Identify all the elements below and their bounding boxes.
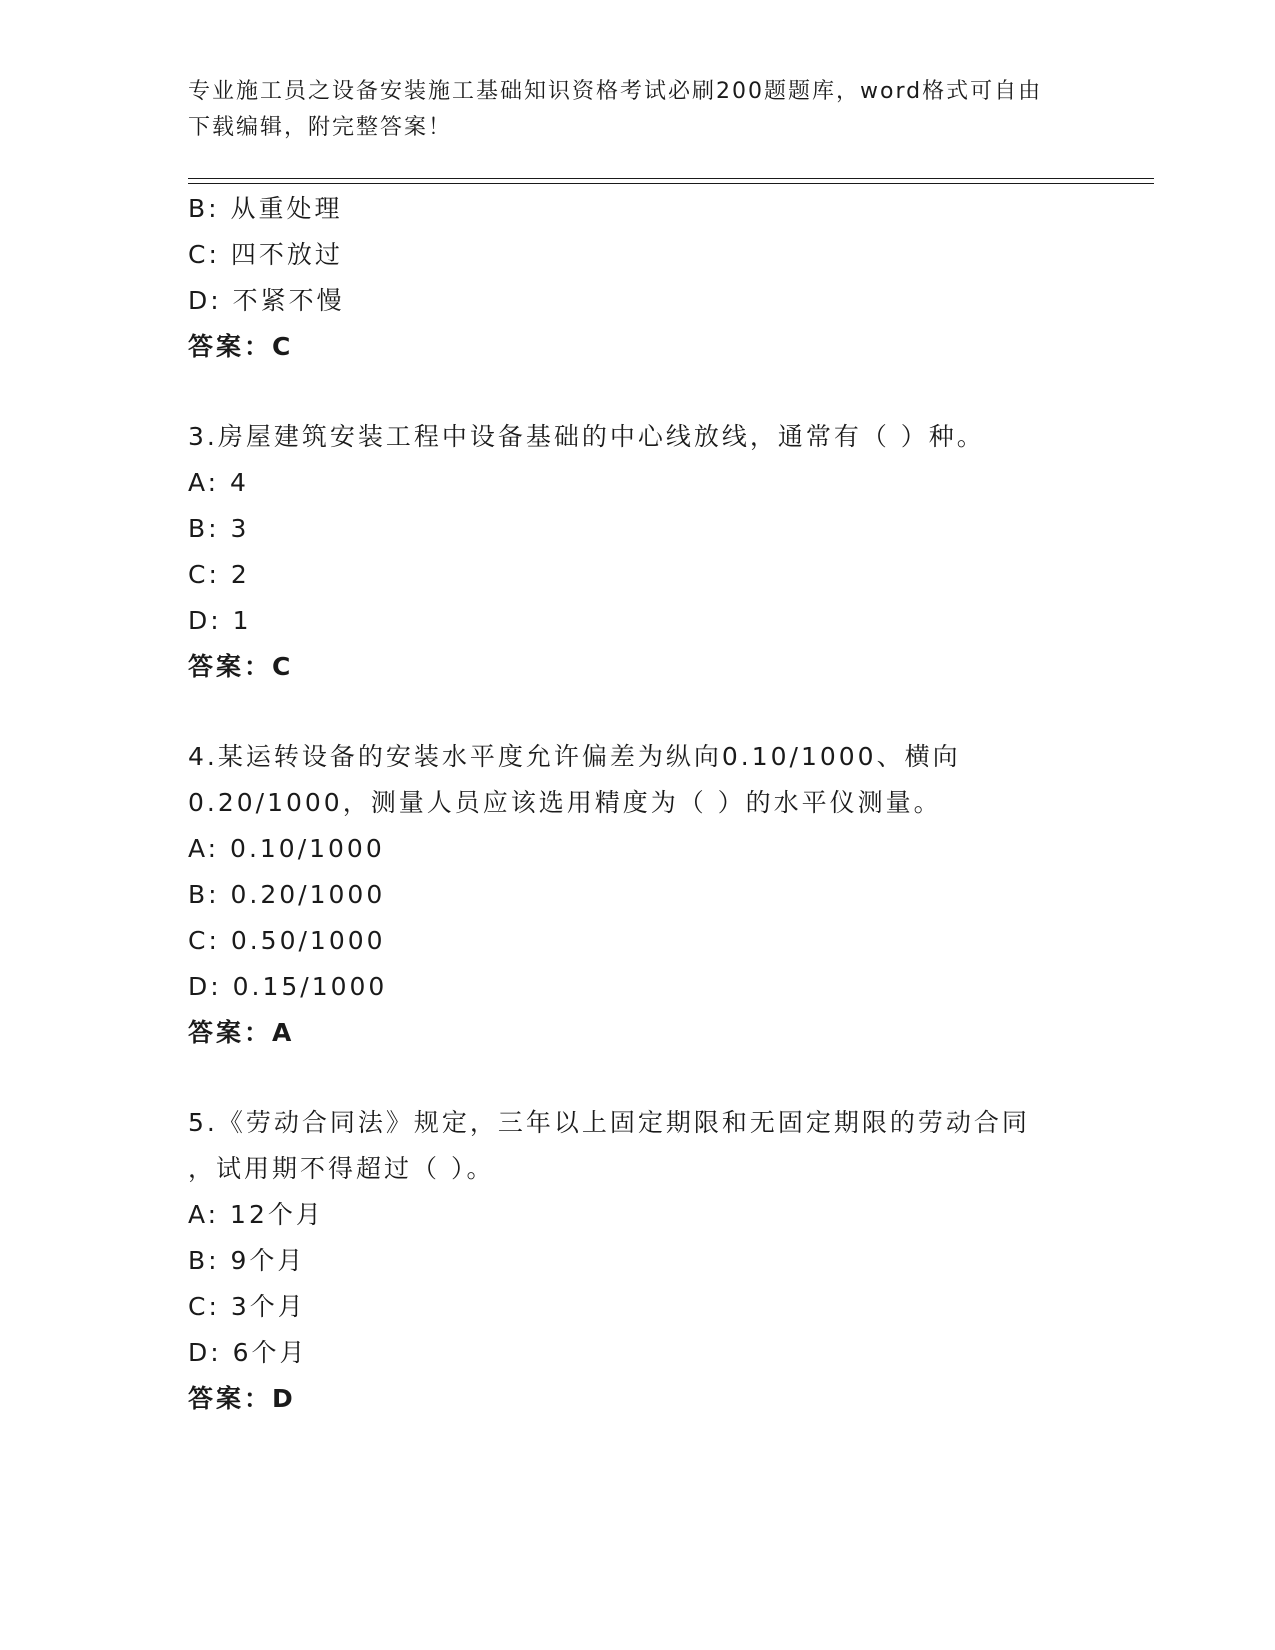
question-block-2 bbox=[188, 186, 1148, 370]
question-text-line-2: 0.20/1000，测量人员应该选用精度为（ ）的水平仪测量。 bbox=[188, 788, 942, 817]
option-c: C: 四不放过 bbox=[188, 240, 343, 269]
answer-line: 答案：C bbox=[188, 332, 294, 361]
answer-line: 答案：C bbox=[188, 652, 294, 681]
header-divider-top bbox=[188, 178, 1154, 179]
header-line-2: 下载编辑，附完整答案！ bbox=[188, 115, 453, 140]
option-d: D: 0.15/1000 bbox=[188, 972, 388, 1001]
option-b: B: 0.20/1000 bbox=[188, 880, 386, 909]
option-b: B: 3 bbox=[188, 514, 250, 543]
option-d: D: 6个月 bbox=[188, 1338, 308, 1367]
option-d: D: 1 bbox=[188, 606, 252, 635]
option-b: B: 从重处理 bbox=[188, 194, 343, 223]
option-c: C: 0.50/1000 bbox=[188, 926, 386, 955]
option-a: A: 12个月 bbox=[188, 1200, 324, 1229]
document-header bbox=[188, 74, 1088, 146]
answer-line: 答案：A bbox=[188, 1018, 295, 1047]
option-a: A: 4 bbox=[188, 468, 249, 497]
block-spacer bbox=[188, 1056, 1148, 1100]
option-c: C: 3个月 bbox=[188, 1292, 306, 1321]
option-b: B: 9个月 bbox=[188, 1246, 306, 1275]
option-a: A: 0.10/1000 bbox=[188, 834, 385, 863]
question-list bbox=[188, 186, 1148, 1422]
option-c: C: 2 bbox=[188, 560, 250, 589]
question-text-line-1: 5.《劳动合同法》规定，三年以上固定期限和无固定期限的劳动合同 bbox=[188, 1108, 1030, 1137]
header-line-1: 专业施工员之设备安装施工基础知识资格考试必刷200题题库，word格式可自由 bbox=[188, 79, 1043, 104]
question-block-3 bbox=[188, 414, 1148, 690]
option-d: D: 不紧不慢 bbox=[188, 286, 345, 315]
question-block-4 bbox=[188, 734, 1148, 1056]
question-block-5 bbox=[188, 1100, 1148, 1422]
block-spacer bbox=[188, 690, 1148, 734]
question-text-line-1: 4.某运转设备的安装水平度允许偏差为纵向0.10/1000、横向 bbox=[188, 742, 961, 771]
block-spacer bbox=[188, 370, 1148, 414]
answer-line: 答案：D bbox=[188, 1384, 296, 1413]
question-text: 3.房屋建筑安装工程中设备基础的中心线放线，通常有（ ）种。 bbox=[188, 422, 985, 451]
question-text-line-2: ，试用期不得超过（ ）。 bbox=[188, 1154, 495, 1183]
header-divider-bottom bbox=[188, 183, 1154, 184]
